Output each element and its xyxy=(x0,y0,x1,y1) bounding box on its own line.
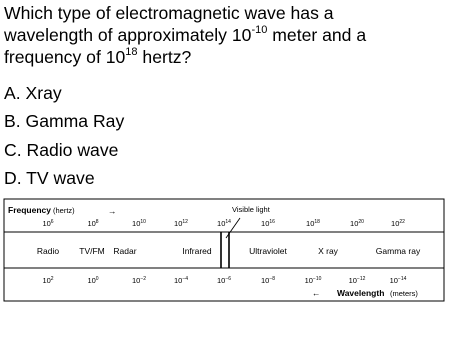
wavelength-exponent: -10 xyxy=(251,24,268,37)
band-label: Radio xyxy=(36,246,60,256)
wavelength-arrow: ← xyxy=(312,288,321,298)
wavelength-ticks xyxy=(42,276,406,285)
frequency-tick-base: 10 xyxy=(132,219,141,228)
wavelength-tick xyxy=(132,276,146,285)
wavelength-tick xyxy=(42,276,53,285)
wavelength-label: Wavelength xyxy=(337,288,385,298)
band-label: Ultraviolet xyxy=(249,246,287,256)
frequency-tick-exponent: 20 xyxy=(358,219,364,225)
question-line-2-text: wavelength of approximately 10 xyxy=(4,25,252,45)
frequency-unit: (hertz) xyxy=(53,206,75,215)
frequency-tick-exponent: 16 xyxy=(269,219,275,225)
frequency-tick-base: 10 xyxy=(87,219,96,228)
option-a[interactable]: A. Xray xyxy=(4,83,62,103)
wavelength-tick-base: 10 xyxy=(173,276,183,285)
wavelength-unit: (meters) xyxy=(390,289,418,298)
wavelength-tick-base: 10 xyxy=(131,276,141,285)
wavelength-tick-base: 10 xyxy=(42,276,51,285)
wavelength-tick-exponent: 0 xyxy=(95,276,99,282)
wavelength-tick-base: 10 xyxy=(389,276,398,285)
frequency-arrow: → xyxy=(108,206,117,216)
wavelength-tick xyxy=(390,276,407,285)
frequency-tick-base: 10 xyxy=(217,219,226,228)
band-label: Radar xyxy=(113,246,137,256)
frequency-tick xyxy=(174,219,188,228)
option-b[interactable]: B. Gamma Ray xyxy=(4,111,125,131)
frequency-tick-exponent: 22 xyxy=(399,219,405,225)
frequency-tick-base: 10 xyxy=(42,219,51,228)
band-label: Gamma ray xyxy=(375,246,421,256)
frequency-tick-base: 10 xyxy=(350,219,359,228)
frequency-tick xyxy=(87,219,98,228)
question-line-3-tail: hertz? xyxy=(137,47,192,67)
visible-light-label: Visible light xyxy=(232,205,270,214)
question-line-1: Which type of electromagnetic wave has a xyxy=(4,3,334,23)
band-label: Infrared xyxy=(182,246,212,256)
wavelength-tick-exponent: −6 xyxy=(225,276,232,282)
wavelength-tick xyxy=(174,276,188,285)
frequency-tick-exponent: 14 xyxy=(225,219,231,225)
frequency-label: Frequency xyxy=(8,205,51,215)
wavelength-tick-base: 10 xyxy=(348,276,357,285)
wavelength-tick-base: 10 xyxy=(87,276,96,285)
frequency-tick xyxy=(42,219,53,228)
wavelength-tick xyxy=(305,276,322,285)
frequency-exponent: 18 xyxy=(125,46,138,59)
wavelength-tick-exponent: −4 xyxy=(182,276,189,282)
wavelength-tick xyxy=(87,276,98,285)
frequency-tick xyxy=(306,219,320,228)
wavelength-tick-exponent: −2 xyxy=(140,276,147,282)
band-label: X ray xyxy=(318,246,338,256)
frequency-tick-exponent: 12 xyxy=(182,219,188,225)
wavelength-tick xyxy=(217,276,231,285)
frequency-tick-base: 10 xyxy=(261,219,270,228)
frequency-tick-base: 10 xyxy=(391,219,400,228)
band-label: TV/FM xyxy=(79,246,105,256)
frequency-tick-exponent: 8 xyxy=(95,219,99,225)
option-c[interactable]: C. Radio wave xyxy=(4,140,119,160)
wavelength-tick-exponent: −12 xyxy=(356,276,366,282)
frequency-tick xyxy=(217,219,231,228)
option-d[interactable]: D. TV wave xyxy=(4,168,95,188)
frequency-tick xyxy=(391,219,405,228)
wavelength-tick-exponent: 2 xyxy=(50,276,54,282)
wavelength-tick-base: 10 xyxy=(304,276,313,285)
frequency-tick-base: 10 xyxy=(174,219,183,228)
wavelength-tick-exponent: −14 xyxy=(397,276,407,282)
frequency-tick xyxy=(261,219,275,228)
frequency-tick-exponent: 10 xyxy=(140,219,146,225)
question-line-3-text: frequency of 10 xyxy=(4,47,126,67)
wavelength-tick-base: 10 xyxy=(260,276,270,285)
wavelength-tick-exponent: −8 xyxy=(269,276,276,282)
frequency-tick xyxy=(350,219,364,228)
wavelength-tick-base: 10 xyxy=(216,276,226,285)
frequency-tick-exponent: 18 xyxy=(314,219,320,225)
frequency-ticks xyxy=(42,219,405,228)
question-line-2-tail: meter and a xyxy=(267,25,367,45)
wavelength-tick xyxy=(349,276,366,285)
frequency-tick xyxy=(132,219,146,228)
wavelength-tick-exponent: −10 xyxy=(312,276,322,282)
frequency-tick-exponent: 6 xyxy=(50,219,54,225)
wavelength-tick xyxy=(261,276,275,285)
frequency-tick-base: 10 xyxy=(306,219,315,228)
